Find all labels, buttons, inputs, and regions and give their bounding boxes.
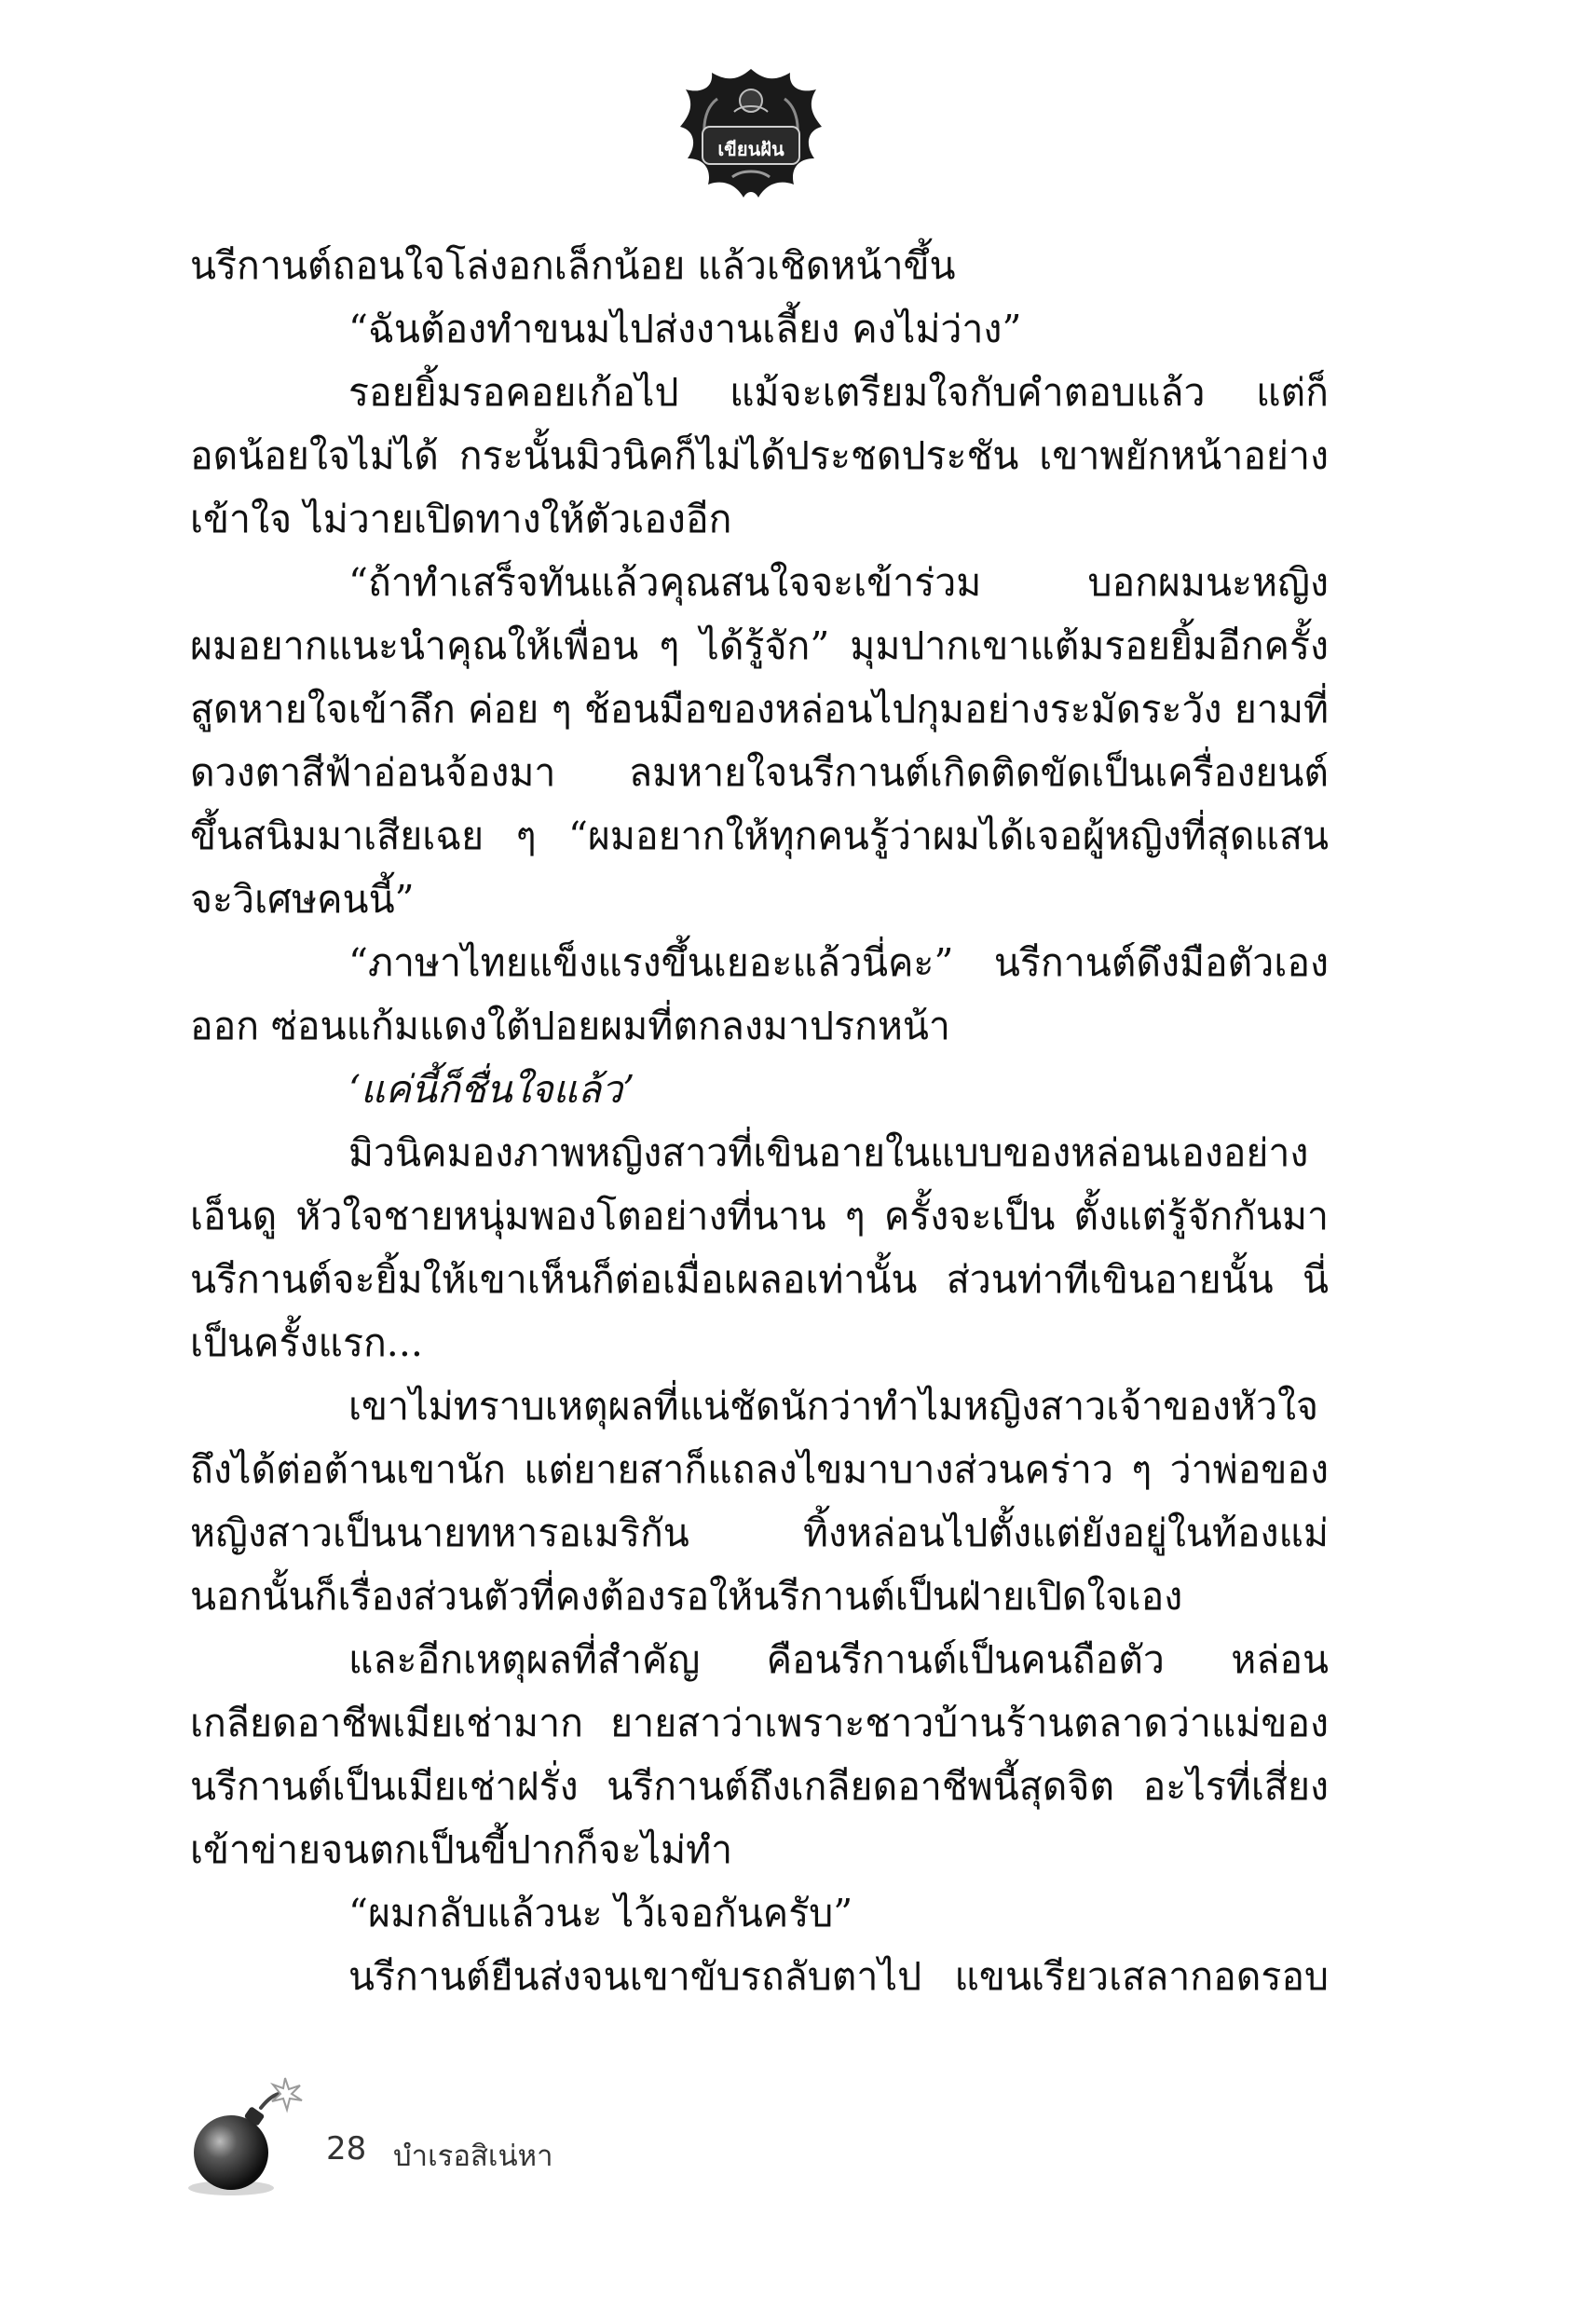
text-line: ดวงตาสีฟ้าอ่อนจ้องมา ลมหายใจนรีกานต์เกิดติดขัดเป็นเครื่องยนต์	[190, 750, 1329, 795]
text-line: จะวิเศษคนนี้”	[190, 877, 415, 922]
text-line: นรีกานต์ถอนใจโล่งอกเล็กน้อย แล้วเชิดหน้าขึ้น	[190, 243, 956, 288]
text-line: หญิงสาวเป็นนายทหารอเมริกัน ทิ้งหล่อนไปตั้งแต่ยังอยู่ในท้องแม่	[190, 1511, 1329, 1555]
page-number: 28	[326, 2130, 367, 2167]
text-line: รอยยิ้มรอคอยเก้อไป แม้จะเตรียมใจกับคำตอบแล้ว แต่ก็	[348, 370, 1329, 415]
text-line: ถึงได้ต่อต้านเขานัก แต่ยายสาก็แถลงไขมาบางส่วนคร่าว ๆ ว่าพ่อของ	[190, 1447, 1329, 1492]
text-line: ผมอยากแนะนำคุณให้เพื่อน ๆ ได้รู้จัก” มุมปากเขาแต้มรอยยิ้มอีกครั้ง	[190, 623, 1329, 668]
text-line: นอกนั้นก็เรื่องส่วนตัวที่คงต้องรอให้นรีกานต์เป็นฝ่ายเปิดใจเอง	[190, 1574, 1183, 1619]
text-line: เป็นครั้งแรก...	[190, 1320, 423, 1365]
text-line: ‘แค่นี้ก็ชื่นใจแล้ว’	[348, 1067, 635, 1112]
text-line: เข้าใจ ไม่วายเปิดทางให้ตัวเองอีก	[190, 497, 732, 541]
text-line: ขึ้นสนิมมาเสียเฉย ๆ “ผมอยากให้ทุกคนรู้ว่าผมได้เจอผู้หญิงที่สุดแสน	[190, 814, 1329, 858]
text-line: เอ็นดู หัวใจชายหนุ่มพองโตอย่างที่นาน ๆ ครั้งจะเป็น ตั้งแต่รู้จักกันมา	[190, 1194, 1329, 1238]
text-line: ออก ซ่อนแก้มแดงใต้ปอยผมที่ตกลงมาปรกหน้า	[190, 1004, 950, 1048]
text-line: มิวนิคมองภาพหญิงสาวที่เขินอายในแบบของหล่อนเองอย่าง	[348, 1130, 1309, 1175]
text-line: นรีกานต์ยืนส่งจนเขาขับรถลับตาไป แขนเรียวเสลากอดรอบ	[348, 1954, 1329, 1999]
text-line: นรีกานต์จะยิ้มให้เขาเห็นก็ต่อเมื่อเผลอเท่านั้น ส่วนท่าทีเขินอายนั้น นี่	[190, 1257, 1329, 1302]
text-line: “ถ้าทำเสร็จทันแล้วคุณสนใจจะเข้าร่วม บอกผมนะหญิง	[348, 560, 1329, 605]
text-line: เข้าข่ายจนตกเป็นขี้ปากก็จะไม่ทำ	[190, 1827, 733, 1872]
emblem-text: เขียนฝัน	[717, 138, 784, 160]
text-line: เกลียดอาชีพเมียเช่ามาก ยายสาว่าเพราะชาวบ้านร้านตลาดว่าแม่ของ	[190, 1701, 1329, 1745]
book-title: บำเรอสิเน่หา	[393, 2140, 553, 2173]
text-line: เขาไม่ทราบเหตุผลที่แน่ชัดนักว่าทำไมหญิงสาวเจ้าของหัวใจ	[348, 1384, 1319, 1429]
text-line: “ผมกลับแล้วนะ ไว้เจอกันครับ”	[348, 1891, 853, 1935]
text-line: “ฉันต้องทำขนมไปส่งงานเลี้ยง คงไม่ว่าง”	[348, 307, 1022, 351]
text-line: อดน้อยใจไม่ได้ กระนั้นมิวนิคก็ไม่ได้ประชดประชัน เขาพยักหน้าอย่าง	[190, 433, 1329, 478]
bomb-icon	[177, 2076, 335, 2207]
text-line: และอีกเหตุผลที่สำคัญ คือนรีกานต์เป็นคนถือตัว หล่อน	[348, 1637, 1329, 1682]
text-line: สูดหายใจเข้าลึก ค่อย ๆ ช้อนมือของหล่อนไปกุมอย่างระมัดระวัง ยามที่	[190, 687, 1329, 732]
page-footer	[177, 2076, 829, 2188]
text-line: นรีกานต์เป็นเมียเช่าฝรั่ง นรีกานต์ถึงเกลียดอาชีพนี้สุดจิต อะไรที่เสี่ยง	[190, 1764, 1329, 1809]
text-line: “ภาษาไทยแข็งแรงขึ้นเยอะแล้วนี่คะ” นรีกานต์ดึงมือตัวเอง	[348, 940, 1329, 985]
